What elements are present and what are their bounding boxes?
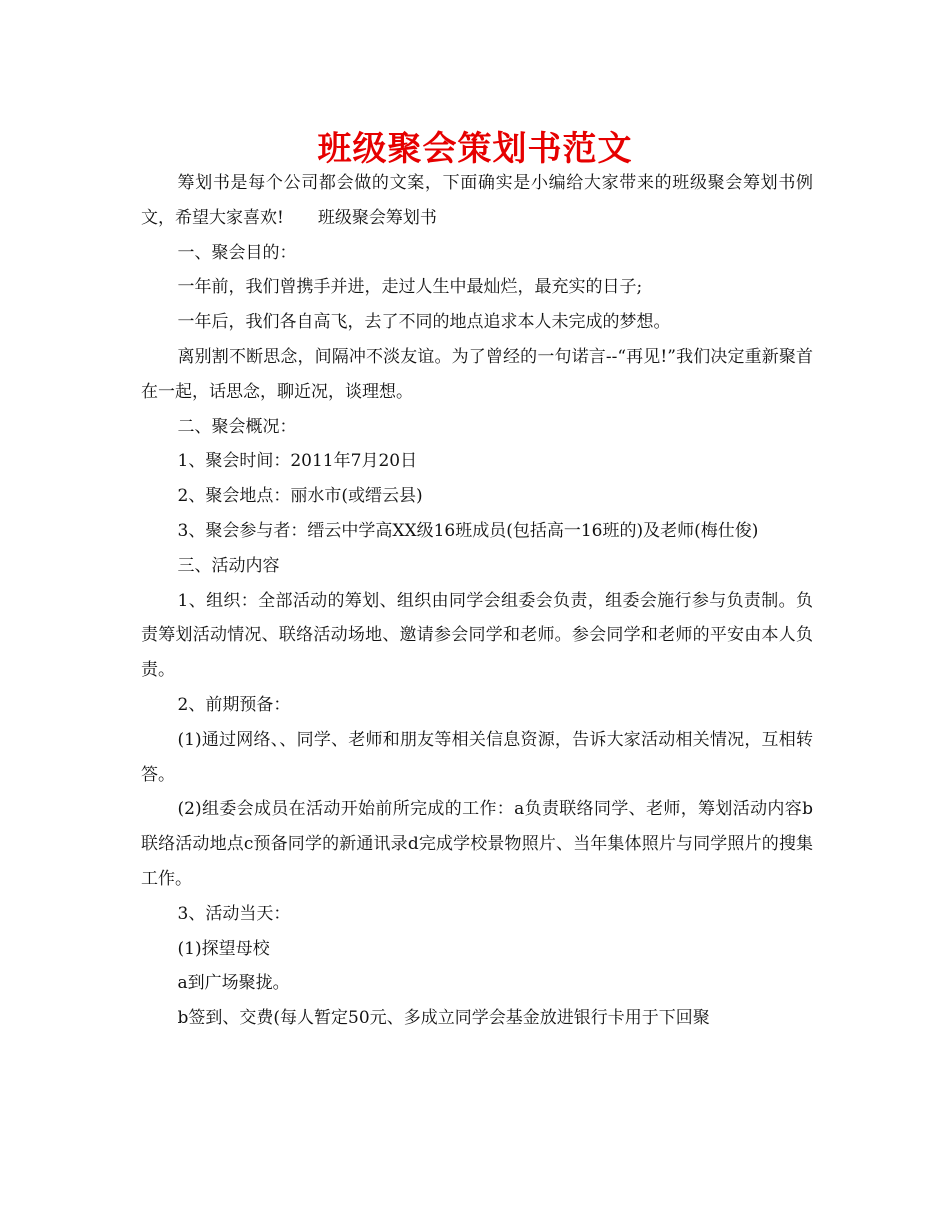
section-heading-overview: 二、聚会概况： <box>177 416 297 437</box>
list-item-organization: 1、组织：全部活动的筹划、组织由同学会组委会负责，组委会施行参与负责制。负责筹划活动情况、联络活动场地、邀请参会同学和老师。参会同学和老师的平安由本人负责。 <box>141 590 813 681</box>
sub-item: (2)组委会成员在活动开始前所完成的工作：a负责联络同学、老师，筹划活动内容b联络活动地点c预备同学的新通讯录d完成学校景物照片、当年集体照片与同学照片的搜集工作。 <box>141 799 813 889</box>
list-item-preparation: 2、前期预备： <box>177 694 291 715</box>
paragraph: 一年前，我们曾携手并进，走过人生中最灿烂，最充实的日子; <box>177 277 643 298</box>
list-item-time: 1、聚会时间：2011年7月20日 <box>177 451 418 472</box>
list-item-participants: 3、聚会参与者：缙云中学高XX级16班成员(包括高一16班的)及老师(梅仕俊) <box>177 520 759 541</box>
sub-item: (1)通过网络、、同学、老师和朋友等相关信息资源，告诉大家活动相关情况，互相转答。 <box>141 729 813 785</box>
sub-item: a到广场聚拢。 <box>177 973 290 994</box>
list-item-event-day: 3、活动当天： <box>177 903 291 924</box>
sub-item: (1)探望母校 <box>177 938 270 959</box>
paragraph: 离别割不断思念，间隔冲不淡友谊。为了曾经的一句诺言--“再见!”我们决定重新聚首在一起，话思念，聊近况，谈理想。 <box>141 346 813 402</box>
paragraph: 一年后，我们各自高飞，去了不同的地点追求本人未完成的梦想。 <box>177 312 671 333</box>
document-title: 班级聚会策划书范文 <box>317 129 633 169</box>
section-heading-activities: 三、活动内容 <box>177 555 280 576</box>
sub-item: b签到、交费(每人暂定50元、多成立同学会基金放进银行卡用于下回聚 <box>177 1008 710 1029</box>
paragraph-intro: 筹划书是每个公司都会做的文案，下面确实是小编给大家带来的班级聚会筹划书例文，希望大家喜欢! 班级聚会筹划书 <box>141 173 813 228</box>
document-body <box>141 166 813 1036</box>
section-heading-purpose: 一、聚会目的： <box>177 242 297 263</box>
list-item-location: 2、聚会地点：丽水市(或缙云县) <box>177 486 423 507</box>
